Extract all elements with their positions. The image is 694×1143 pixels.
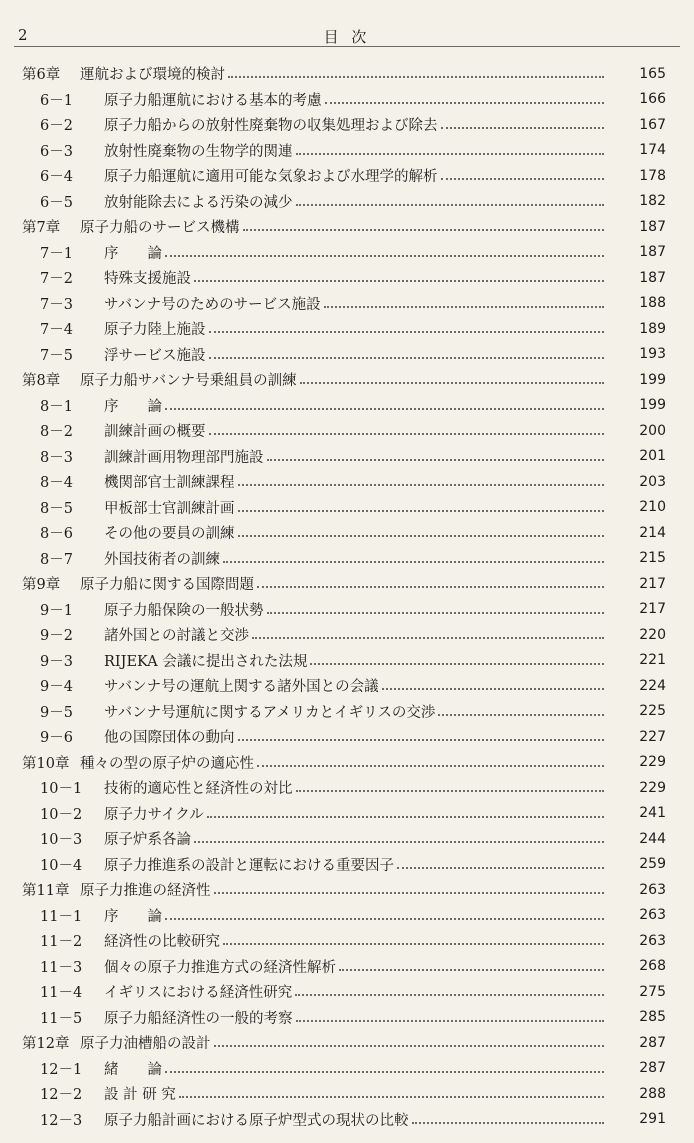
toc-page-number: 178	[639, 167, 666, 184]
dot-leader	[209, 330, 605, 333]
toc-page-number: 210	[639, 499, 666, 516]
toc-page-number: 214	[639, 524, 666, 541]
toc-chapter-row	[0, 1030, 694, 1056]
toc-entry-number: 第9章	[22, 577, 61, 594]
toc-section-row	[0, 826, 694, 852]
toc-page-number: 217	[639, 575, 666, 592]
dot-leader	[296, 152, 605, 155]
toc-entry-number: 8－5	[40, 500, 73, 517]
dot-leader	[257, 764, 604, 767]
toc-entry-number: 7－3	[40, 296, 73, 313]
dot-leader	[441, 177, 605, 180]
toc-entry-number: 11－4	[40, 985, 83, 1002]
toc-chapter-row	[0, 877, 694, 903]
toc-chapter-row	[0, 571, 694, 597]
toc-entry-number: 11－3	[40, 959, 83, 976]
toc-entry-title: 放射能除去による汚染の減少	[104, 194, 293, 211]
toc-entry-number: 第6章	[22, 67, 61, 84]
dot-leader	[207, 815, 604, 818]
toc-page-number: 193	[639, 346, 666, 363]
toc-page-number: 187	[639, 269, 666, 286]
toc-section-row	[0, 291, 694, 317]
toc-entry-number: 10－4	[40, 857, 83, 874]
toc-entry-number: 7－1	[40, 245, 73, 262]
dot-leader	[441, 126, 605, 129]
toc-section-row	[0, 597, 694, 623]
toc-entry-number: 6－5	[40, 194, 73, 211]
toc-section-row	[0, 444, 694, 470]
toc-page-number: 199	[639, 397, 666, 414]
toc-page-number: 263	[639, 932, 666, 949]
toc-entry-number: 9－4	[40, 679, 73, 696]
toc-entry-number: 8－6	[40, 526, 73, 543]
toc-section-row	[0, 520, 694, 546]
toc-entry-number: 10－1	[40, 781, 83, 798]
toc-entry-title: 種々の型の原子炉の適応性	[80, 755, 254, 772]
toc-entry-number: 11－2	[40, 934, 83, 951]
toc-page-number: 227	[639, 728, 666, 745]
toc-section-row	[0, 469, 694, 495]
toc-entry-title: 原子力船運航における基本的考慮	[104, 92, 322, 109]
toc-entry-title: 個々の原子力推進方式の経済性解析	[104, 959, 336, 976]
toc-entry-number: 9－5	[40, 704, 73, 721]
header-rule	[14, 46, 680, 47]
toc-entry-title: 訓練計画の概要	[104, 424, 206, 441]
toc-entry-title: 序 論	[104, 908, 162, 925]
page-title: 目 次	[323, 28, 371, 46]
toc-section-row	[0, 903, 694, 929]
toc-entry-number: 11－1	[40, 908, 83, 925]
toc-page-number: 268	[639, 958, 666, 975]
toc-entry-number: 6－4	[40, 169, 73, 186]
toc-entry-title: イギリスにおける経済性研究	[104, 985, 293, 1002]
toc-page-number: 275	[639, 983, 666, 1000]
toc-entry-number: 9－2	[40, 628, 73, 645]
dot-leader	[209, 432, 605, 435]
toc-entry-number: 12－3	[40, 1112, 83, 1129]
toc-entry-title: 甲板部士官訓練計画	[104, 500, 235, 517]
toc-entry-number: 9－1	[40, 602, 73, 619]
toc-page-number: 288	[639, 1085, 666, 1102]
toc-entry-title: 原子力船保険の一般状勢	[104, 602, 264, 619]
toc-entry-number: 第11章	[22, 883, 70, 900]
toc-section-row	[0, 316, 694, 342]
toc-entry-title: 原子力船からの放射性廃棄物の収集処理および除去	[104, 118, 438, 135]
toc-section-row	[0, 622, 694, 648]
toc-section-row	[0, 775, 694, 801]
toc-entry-title: 技術的適応性と経済性の対比	[104, 781, 293, 798]
dot-leader	[412, 1121, 605, 1124]
toc-section-row	[0, 928, 694, 954]
toc-entry-title: 経済性の比較研究	[104, 934, 220, 951]
toc-page-number: 217	[639, 601, 666, 618]
toc-chapter-row	[0, 214, 694, 240]
dot-leader	[165, 1070, 604, 1073]
dot-leader	[252, 636, 604, 639]
toc-entry-number: 12－1	[40, 1061, 83, 1078]
toc-section-row	[0, 418, 694, 444]
dot-leader	[214, 1044, 605, 1047]
table-of-contents	[0, 61, 694, 1132]
toc-page-number: 199	[639, 371, 666, 388]
toc-section-row	[0, 673, 694, 699]
toc-entry-number: 第7章	[22, 220, 61, 237]
toc-entry-number: 8－3	[40, 449, 73, 466]
toc-entry-number: 7－5	[40, 347, 73, 364]
dot-leader	[194, 279, 604, 282]
toc-entry-title: 序 論	[104, 245, 162, 262]
toc-section-row	[0, 1107, 694, 1133]
dot-leader	[194, 840, 604, 843]
toc-page-number: 203	[639, 473, 666, 490]
toc-entry-title: サバンナ号のためのサービス施設	[104, 296, 321, 313]
toc-entry-title: 他の国際団体の動向	[104, 730, 235, 747]
toc-page-number: 285	[639, 1009, 666, 1026]
dot-leader	[238, 509, 605, 512]
toc-entry-title: 緒 論	[104, 1061, 162, 1078]
toc-entry-number: 10－2	[40, 806, 83, 823]
dot-leader	[165, 407, 604, 410]
dot-leader	[339, 968, 604, 971]
toc-page-number: 229	[639, 754, 666, 771]
toc-section-row	[0, 979, 694, 1005]
toc-entry-title: 浮サービス施設	[104, 347, 206, 364]
toc-entry-title: 原子力サイクル	[104, 806, 204, 823]
toc-section-row	[0, 393, 694, 419]
toc-page-number: 263	[639, 907, 666, 924]
toc-entry-number: 9－3	[40, 653, 73, 670]
toc-section-row	[0, 1081, 694, 1107]
toc-entry-title: 訓練計画用物理部門施設	[104, 449, 264, 466]
toc-section-row	[0, 138, 694, 164]
dot-leader	[324, 305, 604, 308]
toc-section-row	[0, 112, 694, 138]
dot-leader	[238, 534, 605, 537]
toc-page-number: 201	[639, 448, 666, 465]
dot-leader	[267, 611, 605, 614]
toc-entry-title: 運航および環境的検討	[80, 67, 225, 84]
toc-section-row	[0, 724, 694, 750]
toc-entry-title: 特殊支援施設	[104, 271, 191, 288]
toc-entry-title: 原子力船計画における原子炉型式の現状の比較	[104, 1112, 409, 1129]
toc-entry-number: 9－6	[40, 730, 73, 747]
toc-entry-title: 原子力船経済性の一般的考察	[104, 1010, 293, 1027]
toc-entry-title: サバンナ号運航に関するアメリカとイギリスの交渉	[104, 704, 436, 721]
toc-section-row	[0, 189, 694, 215]
toc-page-number: 229	[639, 779, 666, 796]
dot-leader	[267, 458, 605, 461]
dot-leader	[295, 993, 604, 996]
toc-page-number: 241	[639, 805, 666, 822]
toc-page-number: 221	[639, 652, 666, 669]
toc-entry-number: 8－1	[40, 398, 73, 415]
dot-leader	[223, 560, 604, 563]
dot-leader	[165, 254, 604, 257]
toc-section-row	[0, 87, 694, 113]
toc-entry-title: その他の要員の訓練	[104, 526, 235, 543]
toc-entry-number: 第10章	[22, 755, 70, 772]
toc-entry-title: 原子力船のサービス機構	[80, 220, 240, 237]
toc-page-number: 187	[639, 244, 666, 261]
toc-entry-title: 設 計 研 究	[104, 1087, 176, 1104]
toc-section-row	[0, 699, 694, 725]
toc-page-number: 291	[639, 1111, 666, 1128]
dot-leader	[179, 1095, 604, 1098]
toc-section-row	[0, 163, 694, 189]
dot-leader	[397, 866, 604, 869]
dot-leader	[310, 662, 604, 665]
toc-page-number: 189	[639, 320, 666, 337]
toc-entry-number: 6－1	[40, 92, 73, 109]
toc-entry-title: 外国技術者の訓練	[104, 551, 220, 568]
toc-page-number: 263	[639, 881, 666, 898]
toc-entry-title: 序 論	[104, 398, 162, 415]
toc-section-row	[0, 801, 694, 827]
toc-page-number: 220	[639, 626, 666, 643]
toc-entry-number: 第12章	[22, 1036, 70, 1053]
toc-page-number: 166	[639, 91, 666, 108]
toc-page-number: 259	[639, 856, 666, 873]
toc-entry-number: 8－7	[40, 551, 73, 568]
dot-leader	[214, 891, 605, 894]
dot-leader	[238, 483, 605, 486]
toc-entry-title: 原子力推進系の設計と運転における重要因子	[104, 857, 394, 874]
toc-entry-title: 原子炉系各論	[104, 832, 191, 849]
toc-section-row	[0, 265, 694, 291]
dot-leader	[223, 942, 604, 945]
toc-page-number: 167	[639, 116, 666, 133]
toc-page-number: 182	[639, 193, 666, 210]
toc-page-number: 174	[639, 142, 666, 159]
toc-entry-title: 機関部官士訓練課程	[104, 475, 235, 492]
toc-entry-number: 8－4	[40, 475, 73, 492]
toc-entry-title: 原子力船運航に適用可能な気象および水理学的解析	[104, 169, 438, 186]
dot-leader	[382, 687, 604, 690]
toc-entry-number: 6－3	[40, 143, 73, 160]
dot-leader	[296, 789, 605, 792]
toc-entry-title: 放射性廃棄物の生物学的関連	[104, 143, 293, 160]
toc-section-row	[0, 495, 694, 521]
toc-page-number: 225	[639, 703, 666, 720]
toc-entry-number: 11－5	[40, 1010, 83, 1027]
toc-entry-number: 12－2	[40, 1087, 83, 1104]
toc-page-number: 244	[639, 830, 666, 847]
toc-entry-title: サバンナ号の運航上関する諸外国との会議	[104, 679, 379, 696]
toc-page-number: 287	[639, 1034, 666, 1051]
toc-page-number: 224	[639, 677, 666, 694]
toc-page-number: 187	[639, 218, 666, 235]
toc-page-number: 287	[639, 1060, 666, 1077]
toc-section-row	[0, 648, 694, 674]
toc-entry-title: 原子力陸上施設	[104, 322, 206, 339]
toc-entry-number: 8－2	[40, 424, 73, 441]
dot-leader	[257, 585, 604, 588]
toc-entry-number: 10－3	[40, 832, 83, 849]
toc-chapter-row	[0, 367, 694, 393]
toc-entry-title: RIJEKA 会議に提出された法規	[104, 653, 308, 670]
toc-page-number: 200	[639, 422, 666, 439]
toc-section-row	[0, 342, 694, 368]
toc-section-row	[0, 1056, 694, 1082]
toc-entry-title: 原子力推進の経済性	[80, 883, 211, 900]
toc-entry-number: 6－2	[40, 118, 73, 135]
toc-chapter-row	[0, 61, 694, 87]
dot-leader	[165, 917, 604, 920]
toc-entry-title: 原子力船サバンナ号乗組員の訓練	[80, 373, 297, 390]
dot-leader	[325, 101, 605, 104]
toc-entry-title: 原子力船に関する国際問題	[80, 577, 254, 594]
toc-section-row	[0, 1005, 694, 1031]
toc-entry-title: 原子力油槽船の設計	[80, 1036, 211, 1053]
toc-entry-number: 7－2	[40, 271, 73, 288]
dot-leader	[238, 738, 605, 741]
dot-leader	[296, 203, 605, 206]
toc-section-row	[0, 852, 694, 878]
dot-leader	[438, 713, 604, 716]
dot-leader	[300, 381, 604, 384]
toc-page-number: 188	[639, 295, 666, 312]
toc-page-number: 165	[639, 65, 666, 82]
dot-leader	[296, 1019, 605, 1022]
dot-leader	[228, 75, 604, 78]
toc-entry-title: 諸外国との討議と交渉	[104, 628, 249, 645]
toc-entry-number: 7－4	[40, 322, 73, 339]
toc-section-row	[0, 240, 694, 266]
toc-entry-number: 第8章	[22, 373, 61, 390]
dot-leader	[243, 228, 605, 231]
toc-section-row	[0, 954, 694, 980]
page-number: 2	[18, 26, 28, 44]
toc-chapter-row	[0, 750, 694, 776]
toc-page-number: 215	[639, 550, 666, 567]
toc-section-row	[0, 546, 694, 572]
dot-leader	[209, 356, 605, 359]
